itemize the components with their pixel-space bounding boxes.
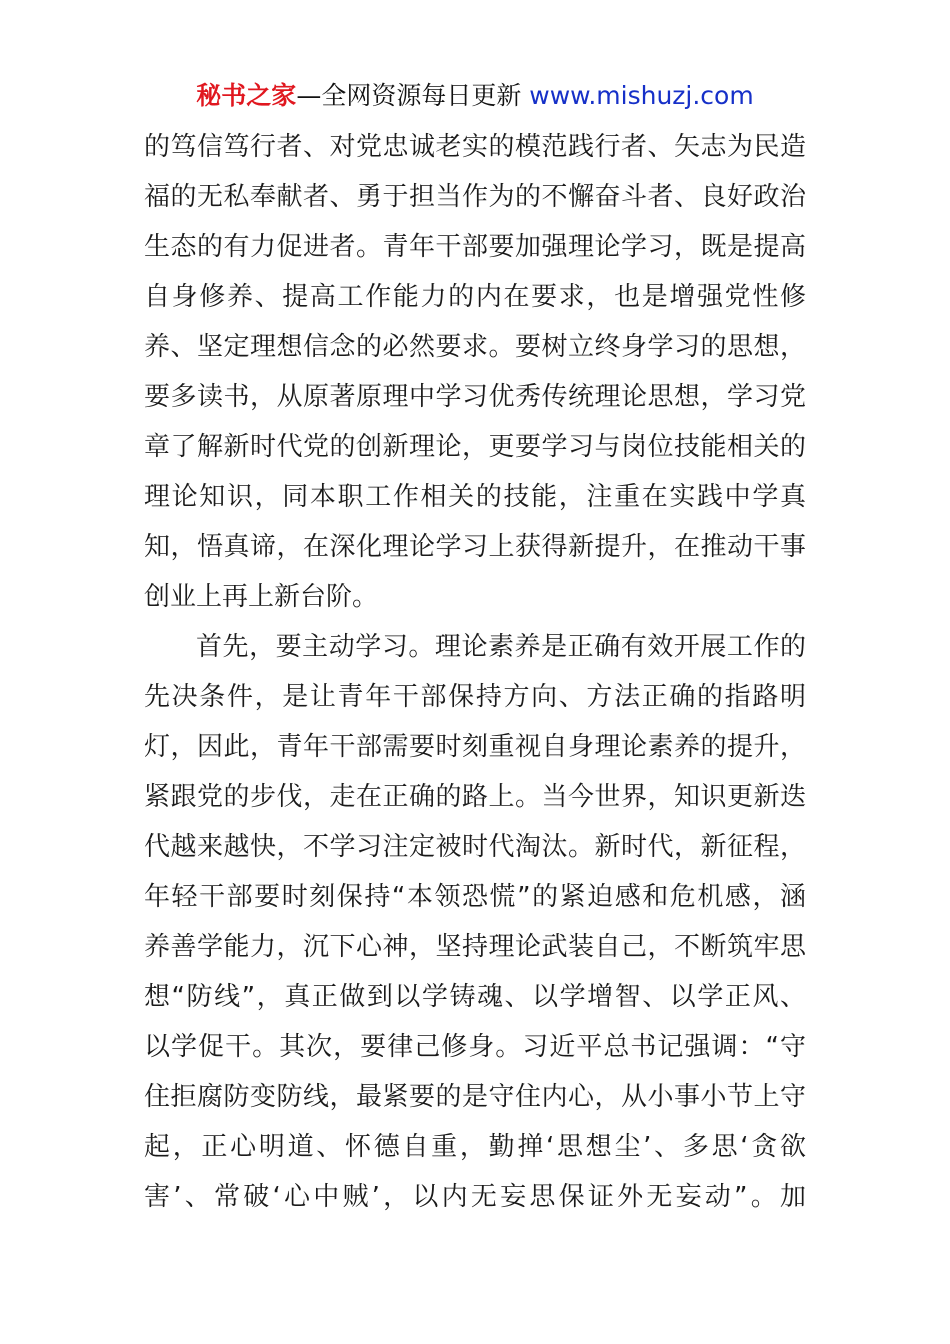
text-line: 害’、常破‘心中贼’，以内无妄思保证外无妄动”。加 [144, 1182, 806, 1212]
text-line: 代越来越快，不学习注定被时代淘汰。新时代，新征程， [144, 832, 806, 862]
page-header [0, 78, 950, 114]
text-line: 想“防线”，真正做到以学铸魂、以学增智、以学正风、 [144, 982, 806, 1012]
text-line: 生态的有力促进者。青年干部要加强理论学习，既是提高 [144, 232, 806, 262]
text-line: 先决条件，是让青年干部保持方向、方法正确的指路明 [144, 682, 806, 712]
text-line: 要多读书，从原著原理中学习优秀传统理论思想，学习党 [144, 382, 806, 412]
text-line: 住拒腐防变防线，最紧要的是守住内心，从小事小节上守 [144, 1082, 806, 1112]
text-line: 创业上再上新台阶。 [144, 582, 379, 612]
document-body [144, 122, 806, 1222]
text-line: 养善学能力，沉下心神，坚持理论武装自己，不断筑牢思 [144, 932, 806, 962]
text-line: 章了解新时代党的创新理论，更要学习与岗位技能相关的 [144, 432, 806, 462]
text-line: 年轻干部要时刻保持“本领恐慌”的紧迫感和危机感，涵 [144, 882, 806, 912]
text-line: 福的无私奉献者、勇于担当作为的不懈奋斗者、良好政治 [144, 182, 806, 212]
text-line: 灯，因此，青年干部需要时刻重视自身理论素养的提升， [144, 732, 806, 762]
text-line: 的笃信笃行者、对党忠诚老实的模范践行者、矢志为民造 [144, 132, 806, 162]
site-url-link[interactable]: www.mishuzj.com [529, 81, 754, 110]
text-line: 紧跟党的步伐，走在正确的路上。当今世界，知识更新迭 [144, 782, 806, 812]
text-line: 理论知识，同本职工作相关的技能，注重在实践中学真 [144, 482, 806, 512]
paragraph-first-line: 首先，要主动学习。理论素养是正确有效开展工作的 [196, 632, 806, 662]
text-line: 养、坚定理想信念的必然要求。要树立终身学习的思想， [144, 332, 806, 362]
text-line: 起，正心明道、怀德自重，勤掸‘思想尘’、多思‘贪欲 [144, 1132, 806, 1162]
text-line: 知，悟真谛，在深化理论学习上获得新提升，在推动干事 [144, 532, 806, 562]
text-line: 自身修养、提高工作能力的内在要求，也是增强党性修 [144, 282, 806, 312]
header-tagline: —全网资源每日更新 [296, 81, 522, 110]
brand-name: 秘书之家 [196, 81, 297, 110]
text-line: 以学促干。其次，要律己修身。习近平总书记强调：“守 [144, 1032, 806, 1062]
